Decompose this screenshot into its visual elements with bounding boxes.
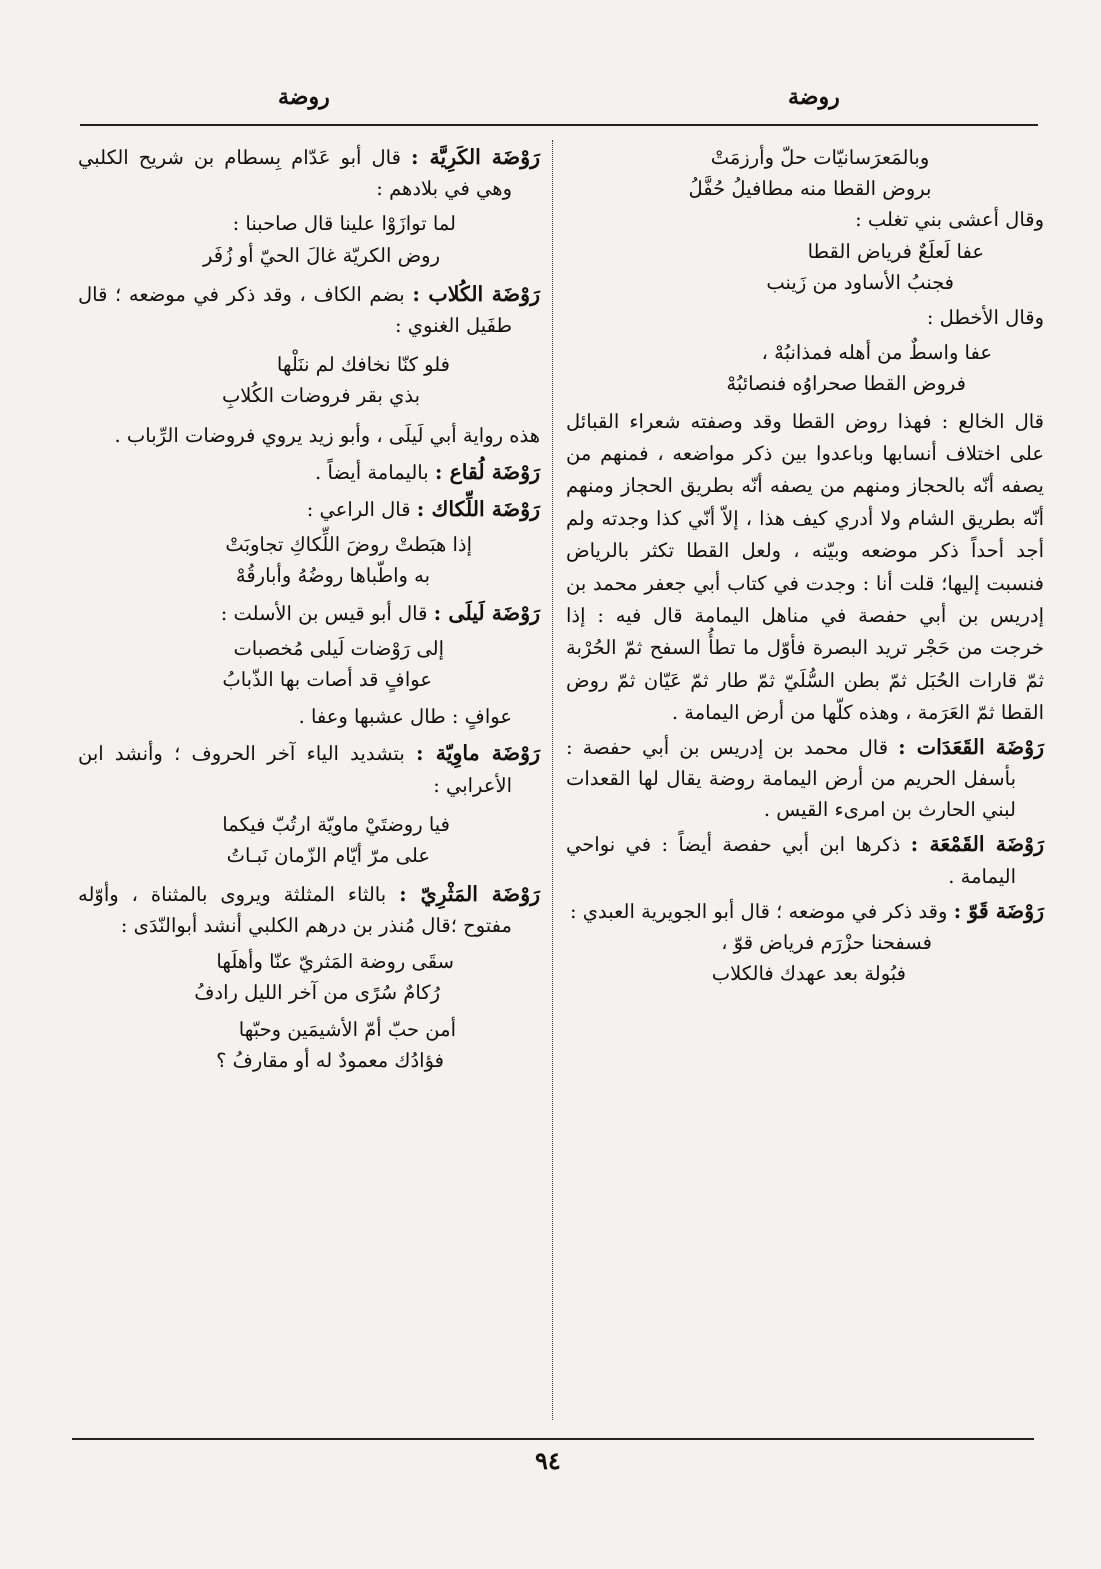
entry-rawdat-al-likak [78, 494, 540, 525]
entry-text: قال الراعي : [306, 498, 417, 522]
entry-rawdat-qaww [566, 896, 1044, 927]
page-number: ٩٤ [535, 1446, 561, 1475]
entry-text: قال محمد بن إدريس بن أبي حفصة : بأسفل الحريم من أرض اليمامة روضة يقال لها القعدات لبني الحارث بن امرىء القيس . [566, 735, 1016, 822]
headword: رَوْضَة الكَرِيَّة : [410, 145, 540, 169]
headword: رَوْضَة لَيلَى : [433, 600, 540, 625]
headword: رَوْضَة القَمْعَة : [910, 832, 1044, 857]
verse-line: فبُولة بعد عهدك فالكلاب [711, 962, 906, 986]
headword: رَوْضَة ماوِيّة : [416, 741, 540, 766]
running-head-left: روضة [278, 84, 330, 110]
verse-line: بروض القطا منه مطافيلُ حُفَّلُ [688, 177, 932, 201]
verse-line: فلو كنّا نخافك لم ننَلْها [276, 353, 450, 377]
headword: رَوْضَة اللِّكاك : [416, 497, 540, 522]
right-column [566, 142, 1044, 989]
verse-line: فروض القطا صحراوُه فنصائبُهْ [726, 372, 966, 396]
entry-text: باليمامة أيضاً . [315, 460, 435, 484]
entry-text: ذكرها ابن أبي حفصة أيضاً : في نواحي اليمامة . [566, 833, 1016, 888]
verse-line: فؤادُك معمودٌ له أو مقارفُ ؟ [216, 1049, 444, 1073]
verse-line: به واطّباها روضُهُ وأبارقُهْ [235, 564, 430, 588]
verse-line: وبالمَعرَسانيّات حلّ وأرزمَتْ [710, 146, 930, 169]
entry-rawdat-layla [78, 598, 540, 629]
entry-note: هذه رواية أبي لَيلَى ، وأبو زيد يروي فروضات الرِّباب . [114, 423, 540, 447]
verse-line: عفا لَعلَعٌ فرياض القطا [807, 239, 984, 263]
entry-rawdat-al-qaadat [566, 732, 1044, 826]
verse-line: إلى رَوْضات لَيلى مُخصبات [233, 636, 444, 660]
verse-line: على مرّ أيّام الزّمان نَبـاتُ [226, 844, 430, 868]
entry-text: قال أبو قيس بن الأسلت : [220, 601, 434, 625]
verse-line: عفا واسطٌ من أهله فمذانبُهْ ، [761, 341, 992, 365]
left-column [78, 142, 540, 1076]
verse-line: فيا روضتَيْ ماويّة ارتُبّ فيكما [222, 812, 450, 836]
verse-intro: وقال أعشى بني تغلب : [855, 208, 1044, 232]
verse-line: رُكامٌ سُرًى من آخر الليل رادفُ [194, 980, 440, 1004]
entry-text: بضم الكاف ، وقد ذكر في موضعه ؛ قال طفَيل الغنوي : [78, 282, 512, 338]
entry-rawdat-luqa [78, 457, 540, 488]
entry-text: بالثاء المثلثة ويروى بالمثناة ، وأوّله مفتوح ؛قال مُنذر بن درهم الكلبي أنشد أبوالنّدَى : [78, 883, 512, 938]
entry-rawdat-al-qamaa [566, 829, 1044, 891]
entry-rawdat-al-kulab [78, 279, 540, 341]
headword: رَوْضَة المَثْرِيّ : [399, 882, 541, 907]
verse-line: لما توازَوْا علينا قال صاحبنا : [232, 212, 456, 236]
entry-text: بتشديد الياء آخر الحروف ؛ وأنشد ابن الأعرابي : [78, 742, 512, 797]
entry-rawdat-mawiyya [78, 738, 540, 800]
verse-line: فسفحنا حزْرَم فرياض قوّ ، [721, 930, 932, 954]
running-head-right: روضة [788, 84, 840, 110]
verse-line: روض الكريّة غالَ الحيّ أو زُفَر [202, 243, 440, 267]
entry-text: قال أبو عَدّام بِسطام بن شريح الكلبي وهي في بلادهم : [78, 146, 512, 201]
verse-line: أمن حبّ أمّ الأشيمَين وحبّها [238, 1018, 456, 1042]
headword: رَوْضَة قَوّ : [953, 898, 1044, 923]
verse-intro: وقال الأخطل : [926, 306, 1044, 330]
verse-line: فجنبُ الأساود من زَينب [766, 270, 954, 294]
verse-line: إذا هبَطتْ روضَ اللِّكاكِ تجاوبَتْ [225, 533, 472, 557]
entry-rawdat-al-mathri [78, 879, 540, 941]
headword: رَوْضَة الكُلاب : [412, 281, 540, 306]
entry-rawdat-al-kariyya [78, 142, 540, 204]
verse-line: عوافٍ قد أصات بها الذّبابُ [222, 668, 432, 692]
entry-note: عوافٍ : طال عشبها وعفا . [298, 705, 512, 729]
top-rule [80, 124, 1038, 126]
entry-text: وقد ذكر في موضعه ؛ قال أبو الجويرية العبدي : [570, 899, 954, 923]
headword: رَوْضَة لُقاع : [434, 459, 540, 484]
verse-line: سقَى روضة المَثريّ عنّا وأهلَها [216, 949, 454, 973]
bottom-rule [72, 1438, 1034, 1440]
column-separator [552, 140, 553, 1420]
headword: رَوْضَة القَعَدَات : [898, 734, 1044, 759]
verse-line: بذي بقر فروضات الكُلابِ [221, 384, 420, 408]
commentary-paragraph: قال الخالع : فهذا روض القطا وقد وصفته شعراء القبائل على اختلاف أنسابها وباعدوا بين ذكر مواضعه ، فمنهم من يصفه أنّه بالحجاز ومنهم من يصفه أنّه بطريق الحجاز ومنهم أنّه بطريق الشام ولا أدري كيف هذا ، إلاّ أنّي كذا وجدته ولم أجد أحداً ذكر موضعه وبيّنه ، ولعل القطا تكثر بالرياض فنسبت إليها؛ قلت أنا : وجدت في كتاب أبي جعفر محمد بن إدريس بن أبي حفصة في مناهل اليمامة قال فيه : إذا خرجت من حَجْر تريد البصرة فأوّل ما تطأُ السفح ثمّ الحُرْبة ثمّ قارات الحُبَل ثمّ بطن السُّلَيّ ثمّ طار ثمّ عَيّان ثمّ روض القطا ثمّ العَرَمة ، وهذه كلّها من أرض اليمامة . [566, 409, 1044, 725]
